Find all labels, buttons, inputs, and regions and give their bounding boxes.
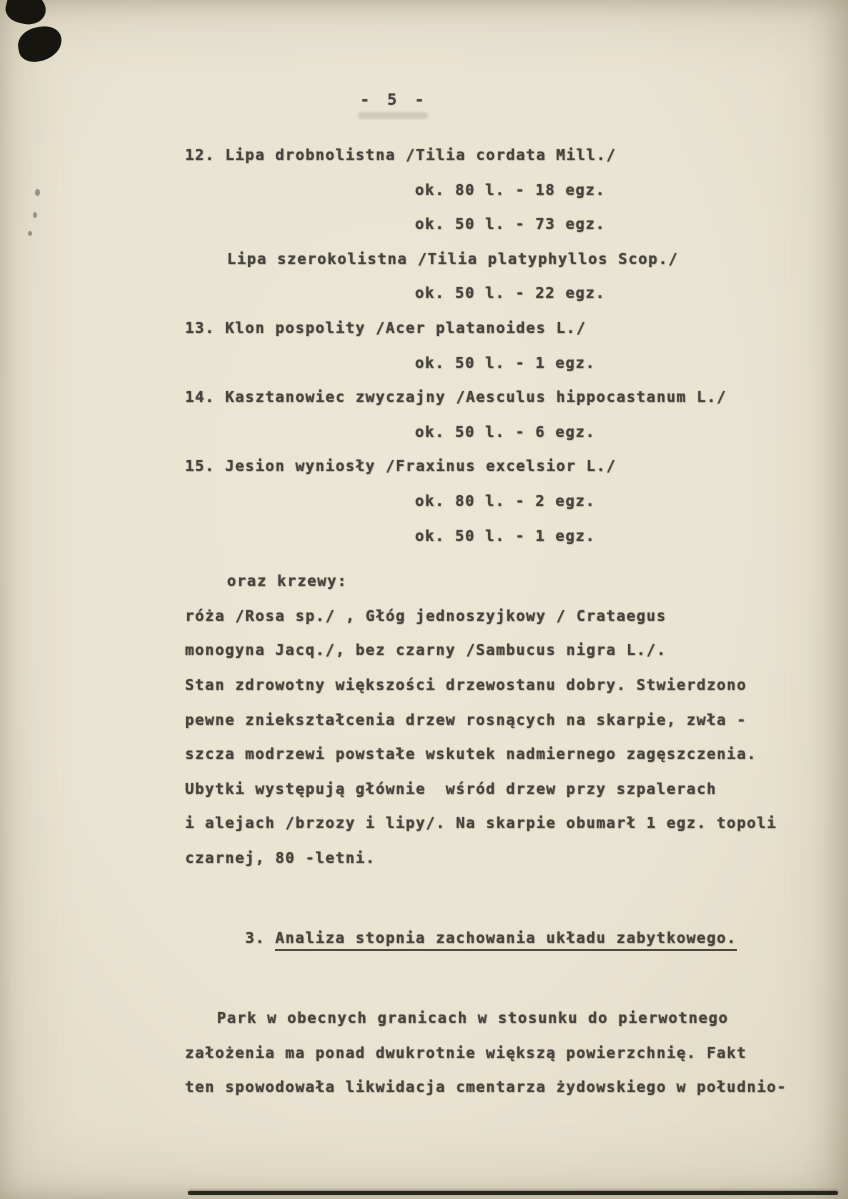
inventory-item-title: 13. Klon pospolity /Acer platanoides L./ (185, 318, 587, 337)
document-body (185, 138, 825, 1105)
inventory-item-count: ok. 50 l. - 6 egz. (415, 422, 596, 441)
body-line: Park w obecnych granicach w stosunku do pierwotnego (217, 1009, 729, 1028)
inventory-item-count: ok. 80 l. - 2 egz. (415, 491, 596, 510)
inventory-item-count: ok. 80 l. - 18 egz. (415, 180, 606, 199)
inventory-item-count: ok. 50 l. - 22 egz. (415, 284, 606, 303)
scan-line-bottom-edge (188, 1191, 838, 1195)
body-line: czarnej, 80 -letni. (185, 848, 376, 867)
inventory-item-count: ok. 50 l. - 1 egz. (415, 353, 596, 372)
scan-dot-left-edge (35, 189, 40, 196)
scan-dot-left-edge (33, 212, 37, 218)
body-line: szcza modrzewi powstałe wskutek nadmiernego zagęszczenia. (185, 745, 757, 764)
section-heading (185, 886, 825, 990)
body-line: róża /Rosa sp./ , Głóg jednoszyjkowy / Crataegus (185, 606, 667, 625)
inventory-item-count: ok. 50 l. - 73 egz. (415, 215, 606, 234)
scan-dot-left-edge (28, 231, 32, 236)
scan-ink-blob-top-left-2 (16, 24, 65, 64)
section-number: 3. (245, 929, 266, 948)
inventory-item-title: Lipa szerokolistna /Tilia platyphyllos Scop./ (227, 249, 679, 268)
body-line: założenia ma ponad dwukrotnie większą powierzchnię. Fakt (185, 1043, 747, 1062)
scan-smudge-under-page-number (358, 112, 428, 119)
inventory-item-title: 15. Jesion wyniosły /Fraxinus excelsior L./ (185, 457, 617, 476)
inventory-item-count: ok. 50 l. - 1 egz. (415, 526, 596, 545)
inventory-item-title: 12. Lipa drobnolistna /Tilia cordata Mill./ (185, 146, 617, 164)
body-line: i alejach /brzozy i lipy/. Na skarpie obumarł 1 egz. topoli (185, 814, 777, 833)
inventory-item-title: 14. Kasztanowiec zwyczajny /Aesculus hippocastanum L./ (185, 388, 727, 407)
body-line: Ubytki występują głównie wśród drzew przy szpalerach (185, 779, 717, 798)
section-heading-text: Analiza stopnia zachowania układu zabytkowego. (275, 929, 736, 951)
body-line: pewne zniekształcenia drzew rosnących na skarpie, zwła - (185, 710, 747, 729)
page-number: - 5 - (360, 90, 429, 109)
body-line: monogyna Jacq./, bez czarny /Sambucus nigra L./. (185, 641, 667, 660)
scan-ink-blob-top-left (3, 0, 50, 28)
body-line: ten spowodowała likwidacja cmentarza żydowskiego w południo- (185, 1078, 787, 1097)
body-line: Stan zdrowotny większości drzewostanu dobry. Stwierdzono (185, 675, 747, 694)
shrubs-intro: oraz krzewy: (227, 572, 348, 591)
